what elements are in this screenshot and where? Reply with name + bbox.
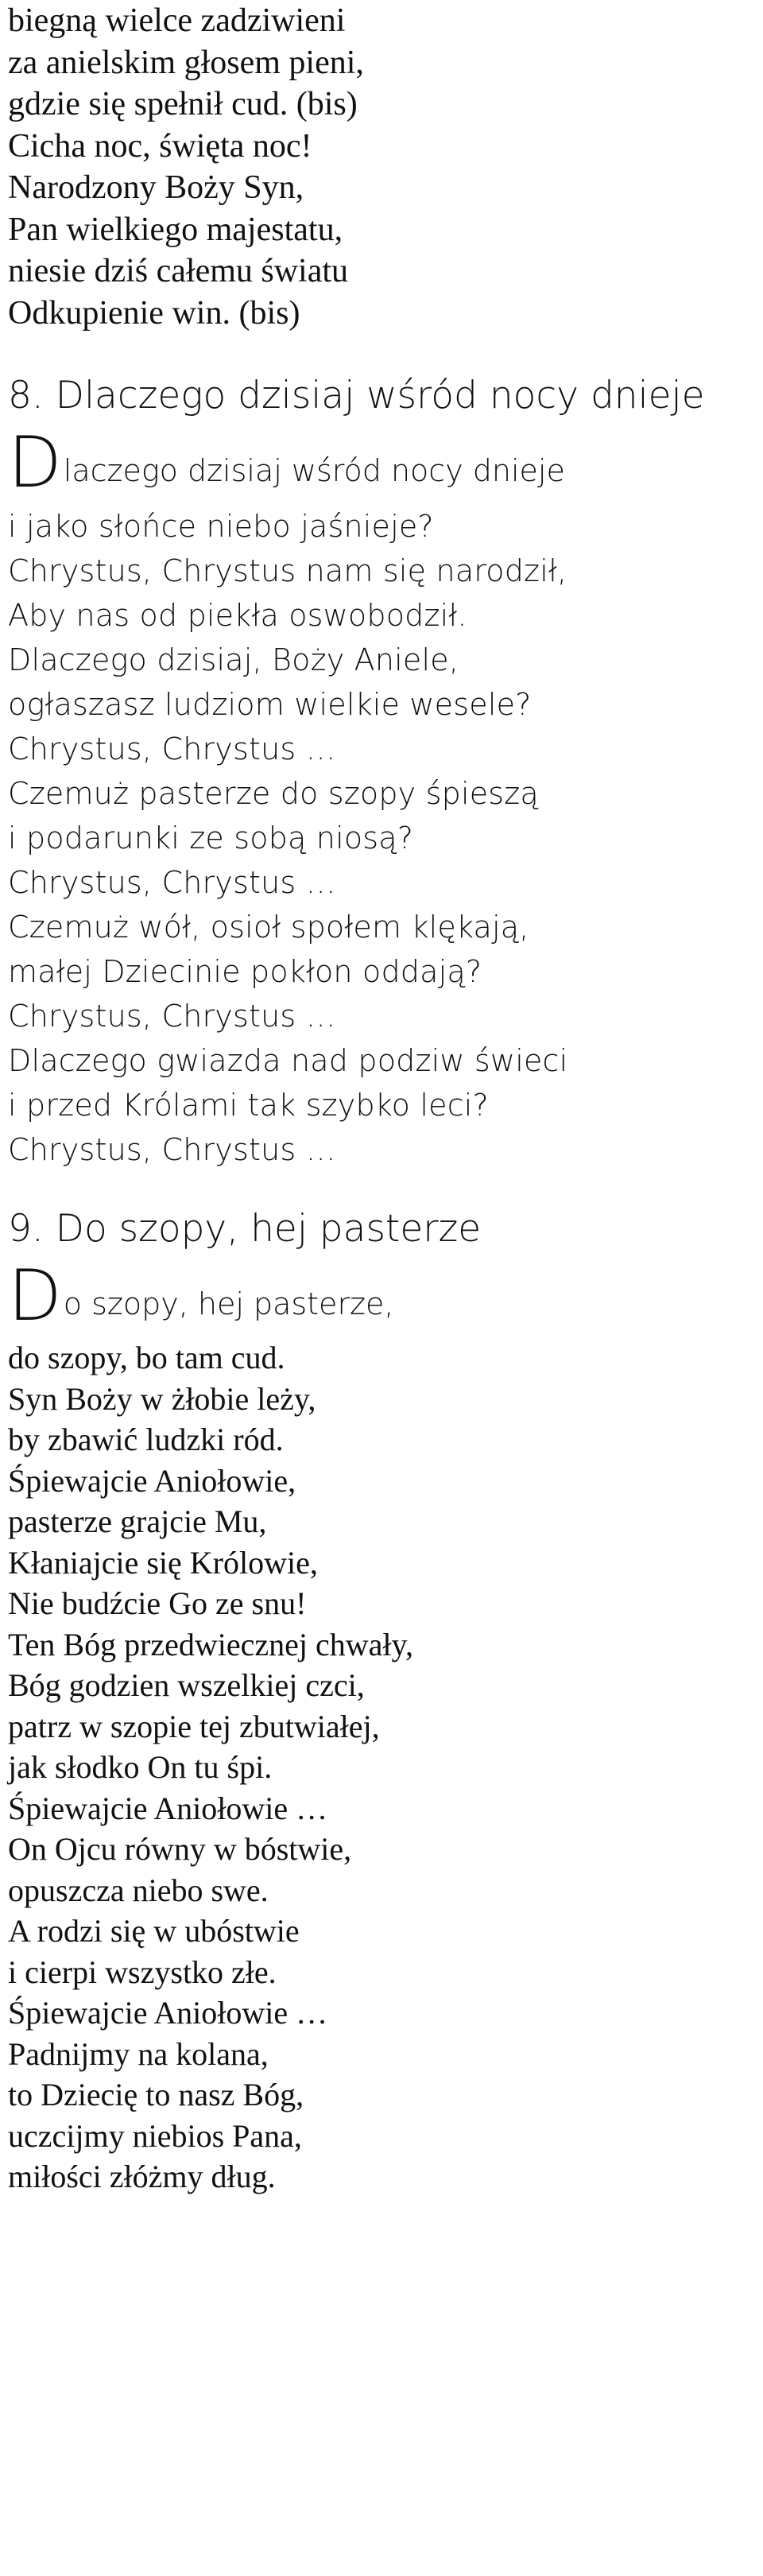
verse-line: Chrystus, Chrystus …: [8, 731, 336, 766]
verse-line: Pan wielkiego majestatu,: [8, 211, 343, 248]
verse-line: do szopy, bo tam cud.: [8, 1340, 285, 1375]
verse-line: Chrystus, Chrystus …: [8, 1132, 336, 1167]
verse-line: niesie dziś całemu światu: [8, 253, 349, 289]
verse-line: miłości złóżmy dług.: [8, 2159, 276, 2194]
verse-line: za anielskim głosem pieni,: [8, 44, 364, 81]
verse-line: Chrystus, Chrystus …: [8, 999, 336, 1034]
drop-cap: D: [8, 1255, 62, 1336]
verse-line: Bóg godzien wszelkiej czci,: [8, 1667, 365, 1703]
verse-line: małej Dziecinie pokłon oddają?: [8, 954, 482, 989]
verse-line: Narodzony Boży Syn,: [8, 169, 304, 206]
first-line: [8, 1255, 755, 1336]
verse-line: gdzie się spełnił cud. (bis): [8, 86, 358, 122]
lyrics-page: [8, 0, 755, 2198]
verse-line: i jako słońce niebo jaśnieje?: [8, 509, 434, 544]
verse-line: opuszcza niebo swe.: [8, 1872, 269, 1908]
song-8: [8, 372, 755, 1172]
verse-line: On Ojcu równy w bóstwie,: [8, 1831, 352, 1867]
verse-line: Dlaczego gwiazda nad podziw świeci: [8, 1043, 568, 1078]
verse-line: A rodzi się w ubóstwie: [8, 1913, 300, 1949]
verse-line: Chrystus, Chrystus …: [8, 865, 336, 900]
verse-line: Nie budźcie Go ze snu!: [8, 1585, 307, 1621]
verse-line: Ten Bóg przedwiecznej chwały,: [8, 1626, 413, 1662]
verse-line: Dlaczego dzisiaj, Boży Aniele,: [8, 642, 459, 677]
verse-line: Śpiewajcie Aniołowie …: [8, 1790, 328, 1826]
verse-line: to Dziecię to nasz Bóg,: [8, 2077, 304, 2112]
song-9: [8, 1205, 755, 2198]
verse-line: Czemuż wół, osioł społem klękają,: [8, 910, 529, 945]
verse-line: Kłaniajcie się Królowie,: [8, 1544, 318, 1581]
verse-line: Śpiewajcie Aniołowie …: [8, 1995, 328, 2031]
verse-line: biegną wielce zadziwieni: [8, 2, 346, 39]
verse-line: Odkupienie win. (bis): [8, 294, 300, 332]
intro-verse: [8, 0, 755, 334]
verse-line: Padnijmy na kolana,: [8, 2035, 269, 2072]
song-title: 8. Dlaczego dzisiaj wśród nocy dnieje: [8, 374, 705, 417]
verse-line: ogłaszasz ludziom wielkie wesele?: [8, 687, 532, 722]
verse-line: Śpiewajcie Aniołowie,: [8, 1462, 296, 1499]
verse-line: patrz w szopie tej zbutwiałej,: [8, 1708, 380, 1744]
verse-line: Chrystus, Chrystus nam się narodził,: [8, 553, 567, 588]
verse-line: by zbawić ludzki ród.: [8, 1422, 284, 1457]
song-title: 9. Do szopy, hej pasterze: [8, 1207, 482, 1251]
drop-cap: D: [8, 421, 62, 503]
verse-line: i podarunki ze sobą niosą?: [8, 821, 414, 855]
verse-line: Cicha noc, święta noc!: [8, 127, 312, 165]
first-line-text: laczego dzisiaj wśród nocy dnieje: [63, 453, 565, 488]
song-9-lines: [8, 1337, 755, 2198]
verse-line: Czemuż pasterze do szopy śpieszą: [8, 776, 539, 811]
verse-line: jak słodko On tu śpi.: [8, 1749, 273, 1785]
verse-line: Aby nas od piekła oswobodził.: [8, 598, 467, 633]
song-8-lines: [8, 504, 755, 1172]
verse-line: i przed Królami tak szybko leci?: [8, 1088, 489, 1123]
first-line: [8, 421, 755, 503]
verse-line: pasterze grajcie Mu,: [8, 1503, 267, 1539]
verse-line: uczcijmy niebios Pana,: [8, 2117, 302, 2154]
verse-line: Syn Boży w żłobie leży,: [8, 1380, 316, 1417]
first-line-text: o szopy, hej pasterze,: [63, 1286, 394, 1321]
verse-line: i cierpi wszystko złe.: [8, 1953, 277, 1990]
